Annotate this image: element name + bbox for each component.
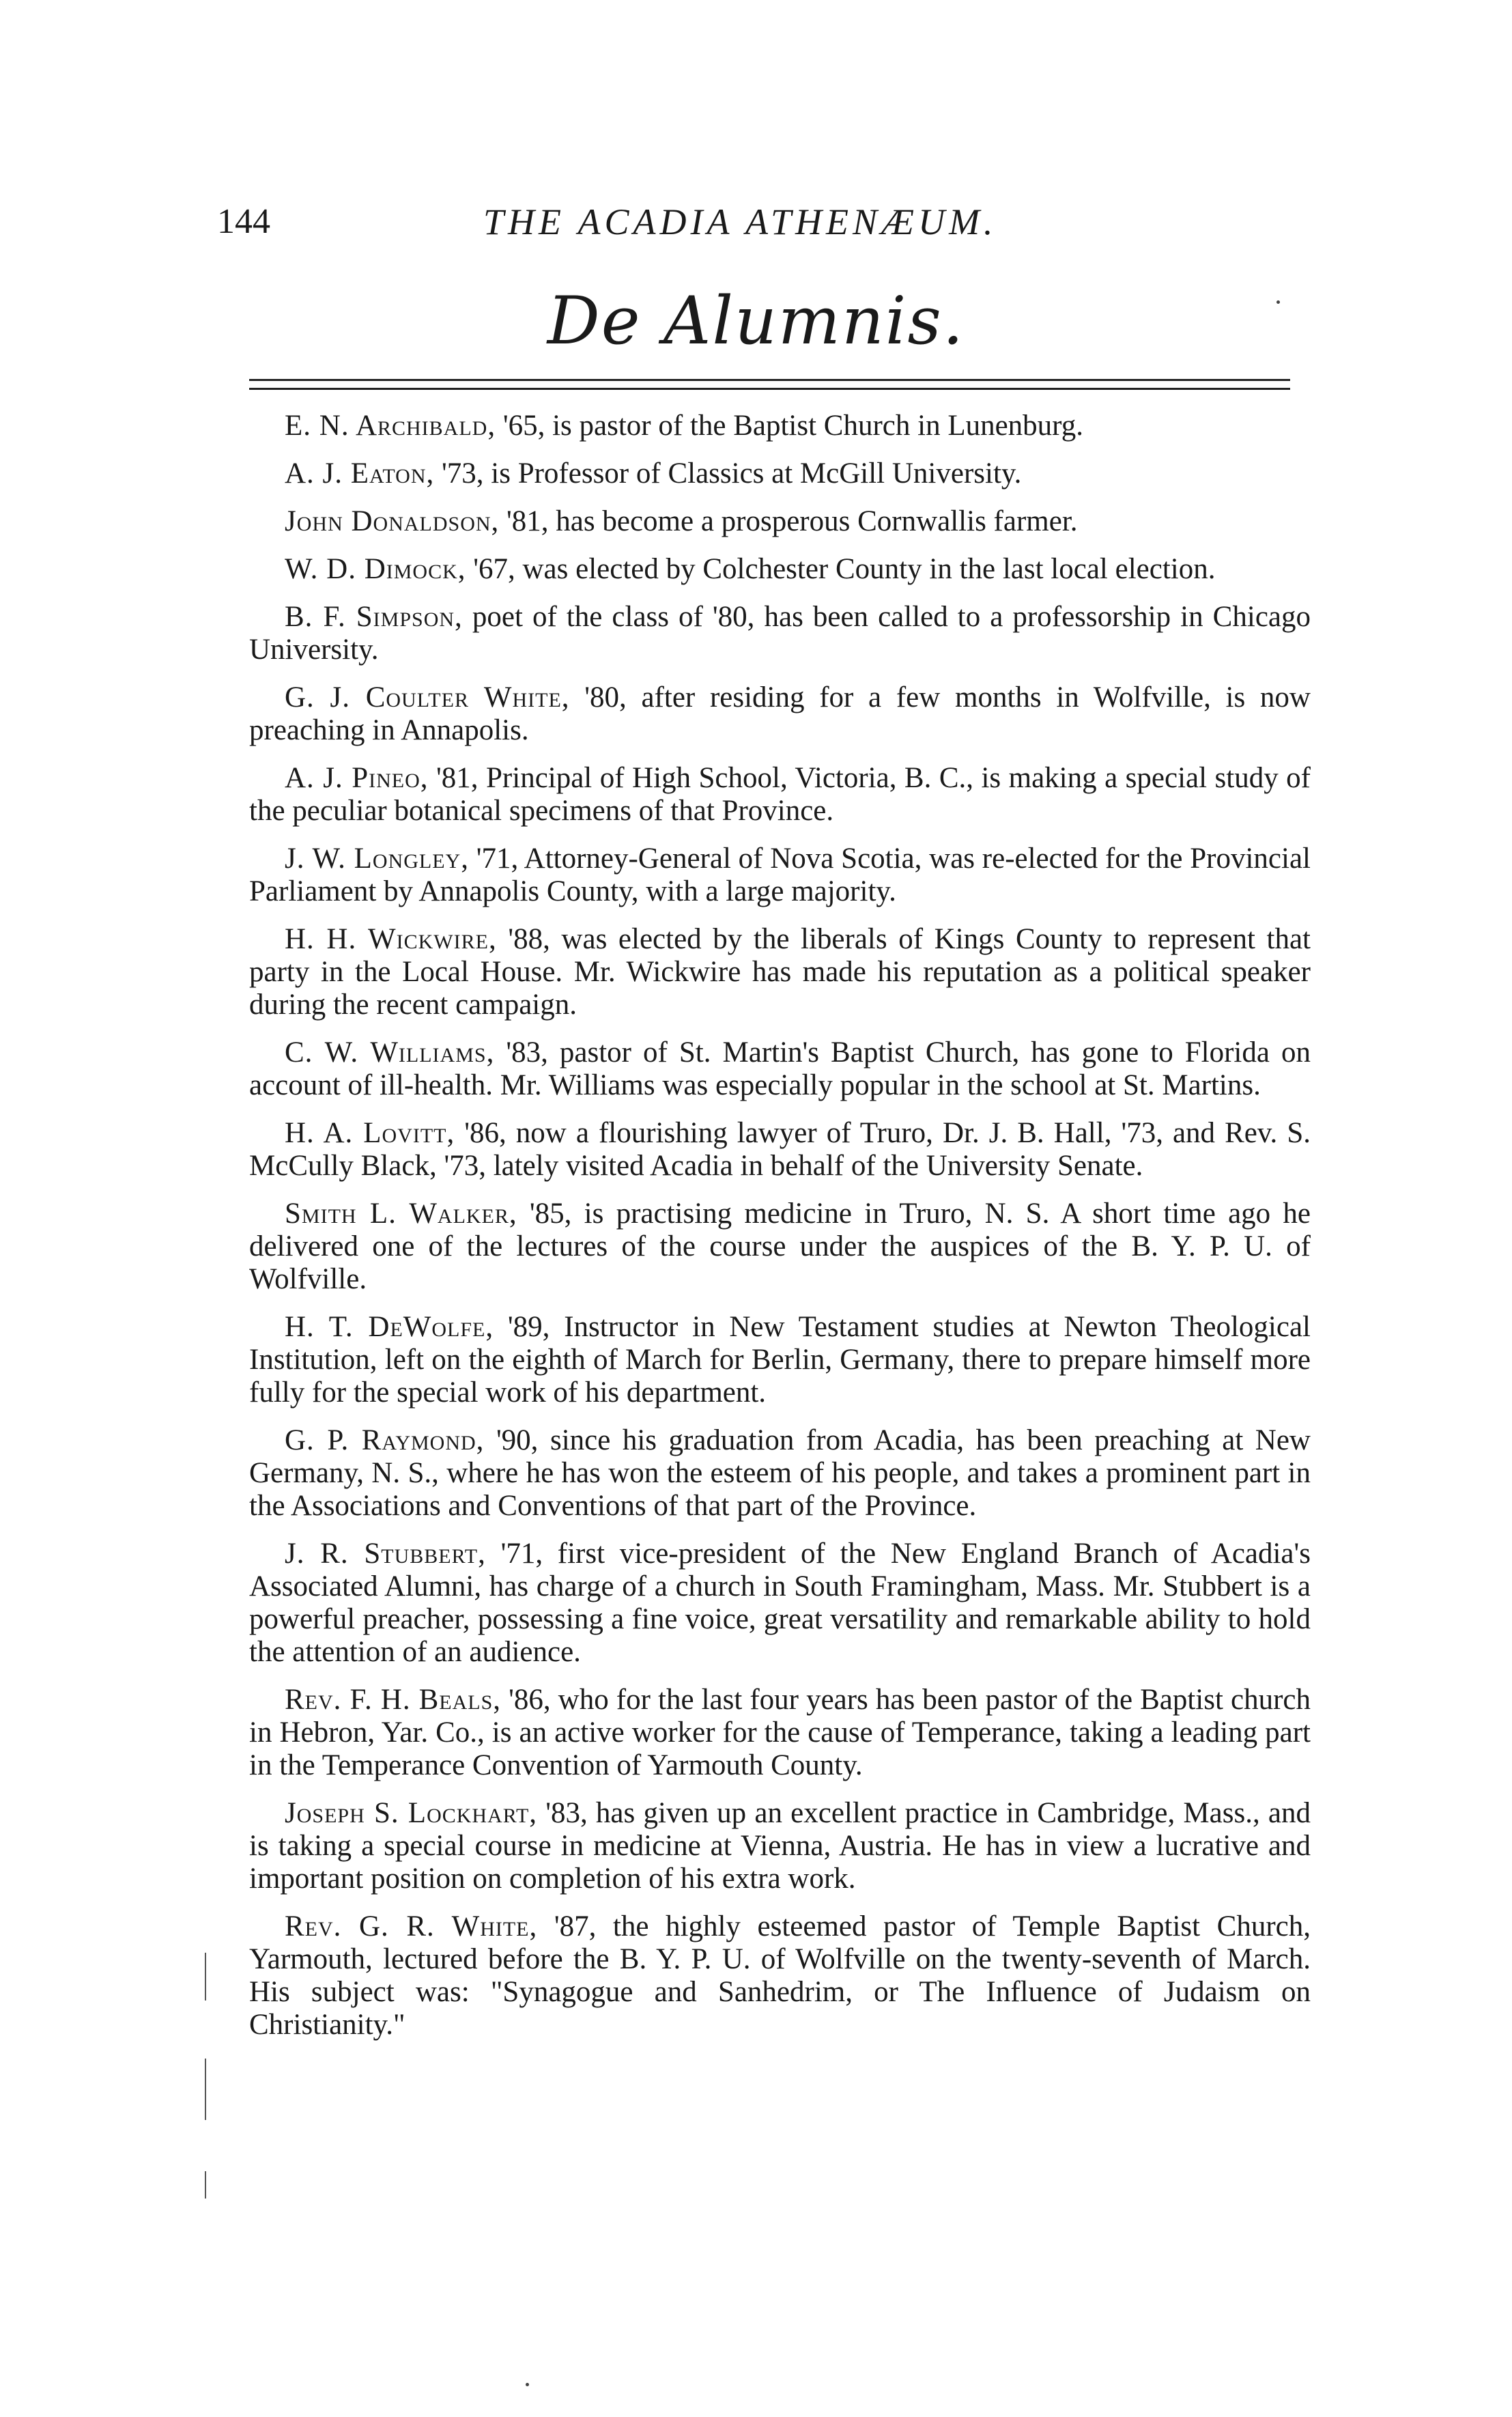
- title-rule-bottom: [249, 388, 1290, 390]
- alumni-name: H. A. Lovitt,: [285, 1117, 455, 1149]
- page-number: 144: [217, 202, 270, 241]
- alumni-entry: [249, 1198, 1311, 1296]
- alumni-name: E. N. Archibald,: [285, 410, 496, 442]
- journal-title: THE ACADIA ATHENÆUM.: [483, 201, 997, 242]
- alumni-name: John Donaldson,: [285, 505, 500, 537]
- alumni-entry: [249, 1910, 1311, 2041]
- alumni-note: '73, is Professor of Classics at McGill University.: [434, 457, 1022, 490]
- alumni-name: C. W. Williams,: [285, 1036, 495, 1069]
- alumni-note: '86, who for the last four years has been pastor of the Baptist church in Hebron, Yar. Co., is an active worker for the cause of Temperance, taking a leading part in the Temperance Convention of Yarmouth County.: [249, 1684, 1311, 1781]
- section-title: De Alumnis.: [547, 283, 965, 359]
- alumni-note: '81, Principal of High School, Victoria, B. C., is making a special study of the peculiar botanical specimens of that Province.: [249, 762, 1311, 827]
- alumni-note: poet of the class of '80, has been called to a professorship in Chicago University.: [249, 601, 1311, 666]
- alumni-name: Joseph S. Lockhart,: [285, 1797, 538, 1829]
- alumni-entry: [249, 843, 1311, 908]
- alumni-notes: [249, 410, 1311, 2056]
- alumni-entry: [249, 1538, 1311, 1669]
- alumni-note: '81, has become a prosperous Cornwallis farmer.: [499, 505, 1078, 537]
- alumni-name: Rev. F. H. Beals,: [285, 1684, 502, 1716]
- alumni-entry: [249, 923, 1311, 1021]
- title-rule-top: [249, 379, 1290, 381]
- alumni-note: '85, is practising medicine in Truro, N. S. A short time ago he delivered one of the lectures of the course under the auspices of the B. Y. P. U. of Wolfville.: [249, 1198, 1311, 1295]
- alumni-name: B. F. Simpson,: [285, 601, 463, 633]
- alumni-name: J. R. Stubbert,: [285, 1538, 486, 1570]
- alumni-name: H. T. DeWolfe,: [285, 1311, 494, 1343]
- alumni-name: G. J. Coulter White,: [285, 681, 570, 713]
- alumni-name: W. D. Dimock,: [285, 553, 466, 585]
- alumni-note: '86, now a flourishing lawyer of Truro, Dr. J. B. Hall, '73, and Rev. S. McCully Black, '73, lately visited Acadia in behalf of the University Senate.: [249, 1117, 1311, 1182]
- alumni-name: A. J. Pineo,: [285, 762, 429, 794]
- alumni-entry: [249, 1797, 1311, 1895]
- alumni-note: '65, is pastor of the Baptist Church in Lunenburg.: [496, 410, 1083, 442]
- alumni-entry: [249, 410, 1311, 442]
- alumni-name: G. P. Raymond,: [285, 1424, 485, 1456]
- alumni-note: '90, since his graduation from Acadia, has been preaching at New Germany, N. S., where he has won the esteem of his people, and takes a prominent part in the Associations and Conventions of that part of the Province.: [249, 1424, 1311, 1522]
- alumni-name: J. W. Longley,: [285, 843, 469, 875]
- print-speck: [526, 2383, 529, 2386]
- alumni-entry: [249, 681, 1311, 747]
- alumni-entry: [249, 1424, 1311, 1523]
- alumni-entry: [249, 601, 1311, 666]
- alumni-entry: [249, 457, 1311, 490]
- alumni-name: A. J. Eaton,: [285, 457, 435, 490]
- margin-scan-mark: [205, 2059, 206, 2120]
- alumni-note: '71, first vice-president of the New England Branch of Acadia's Associated Alumni, has charge of a church in South Framingham, Mass. Mr. Stubbert is a powerful preacher, possessing a fine voice, great versatility and remarkable ability to hold the attention of an audience.: [249, 1538, 1311, 1668]
- alumni-note: '71, Attorney-General of Nova Scotia, was re-elected for the Provincial Parliament by Annapolis County, with a large majority.: [249, 843, 1311, 907]
- alumni-name: H. H. Wickwire,: [285, 923, 497, 955]
- alumni-note: '83, pastor of St. Martin's Baptist Church, has gone to Florida on account of ill-health. Mr. Williams was especially popular in the school at St. Martins.: [249, 1036, 1311, 1101]
- alumni-note: '67, was elected by Colchester County in the last local election.: [466, 553, 1216, 585]
- alumni-entry: [249, 553, 1311, 586]
- margin-scan-mark: [205, 1953, 206, 2001]
- alumni-entry: [249, 1036, 1311, 1102]
- alumni-entry: [249, 1684, 1311, 1782]
- alumni-entry: [249, 505, 1311, 538]
- margin-scan-mark: [205, 2171, 206, 2199]
- alumni-name: Rev. G. R. White,: [285, 1910, 538, 1942]
- alumni-entry: [249, 762, 1311, 828]
- alumni-entry: [249, 1311, 1311, 1409]
- alumni-note: '80, after residing for a few months in Wolfville, is now preaching in Annapolis.: [249, 681, 1311, 746]
- alumni-note: '87, the highly esteemed pastor of Temple Baptist Church, Yarmouth, lectured before the B. Y. P. U. of Wolfville on the twenty-seventh of March. His subject was: "Synagogue and Sanhedrim, or The Influence of Judaism on Christianity.": [249, 1910, 1311, 2041]
- alumni-note: '88, was elected by the liberals of Kings County to represent that party in the Local House. Mr. Wickwire has made his reputation as a political speaker during the recent campaign.: [249, 923, 1311, 1021]
- alumni-note: '83, has given up an excellent practice in Cambridge, Mass., and is taking a special course in medicine at Vienna, Austria. He has in view a lucrative and important position on completion of his extra work.: [249, 1797, 1311, 1895]
- alumni-name: Smith L. Walker,: [285, 1198, 517, 1230]
- alumni-note: '89, Instructor in New Testament studies at Newton Theological Institution, left on the eighth of March for Berlin, Germany, there to prepare himself more fully for the special work of his department.: [249, 1311, 1311, 1409]
- running-head: [217, 198, 1309, 246]
- alumni-entry: [249, 1117, 1311, 1183]
